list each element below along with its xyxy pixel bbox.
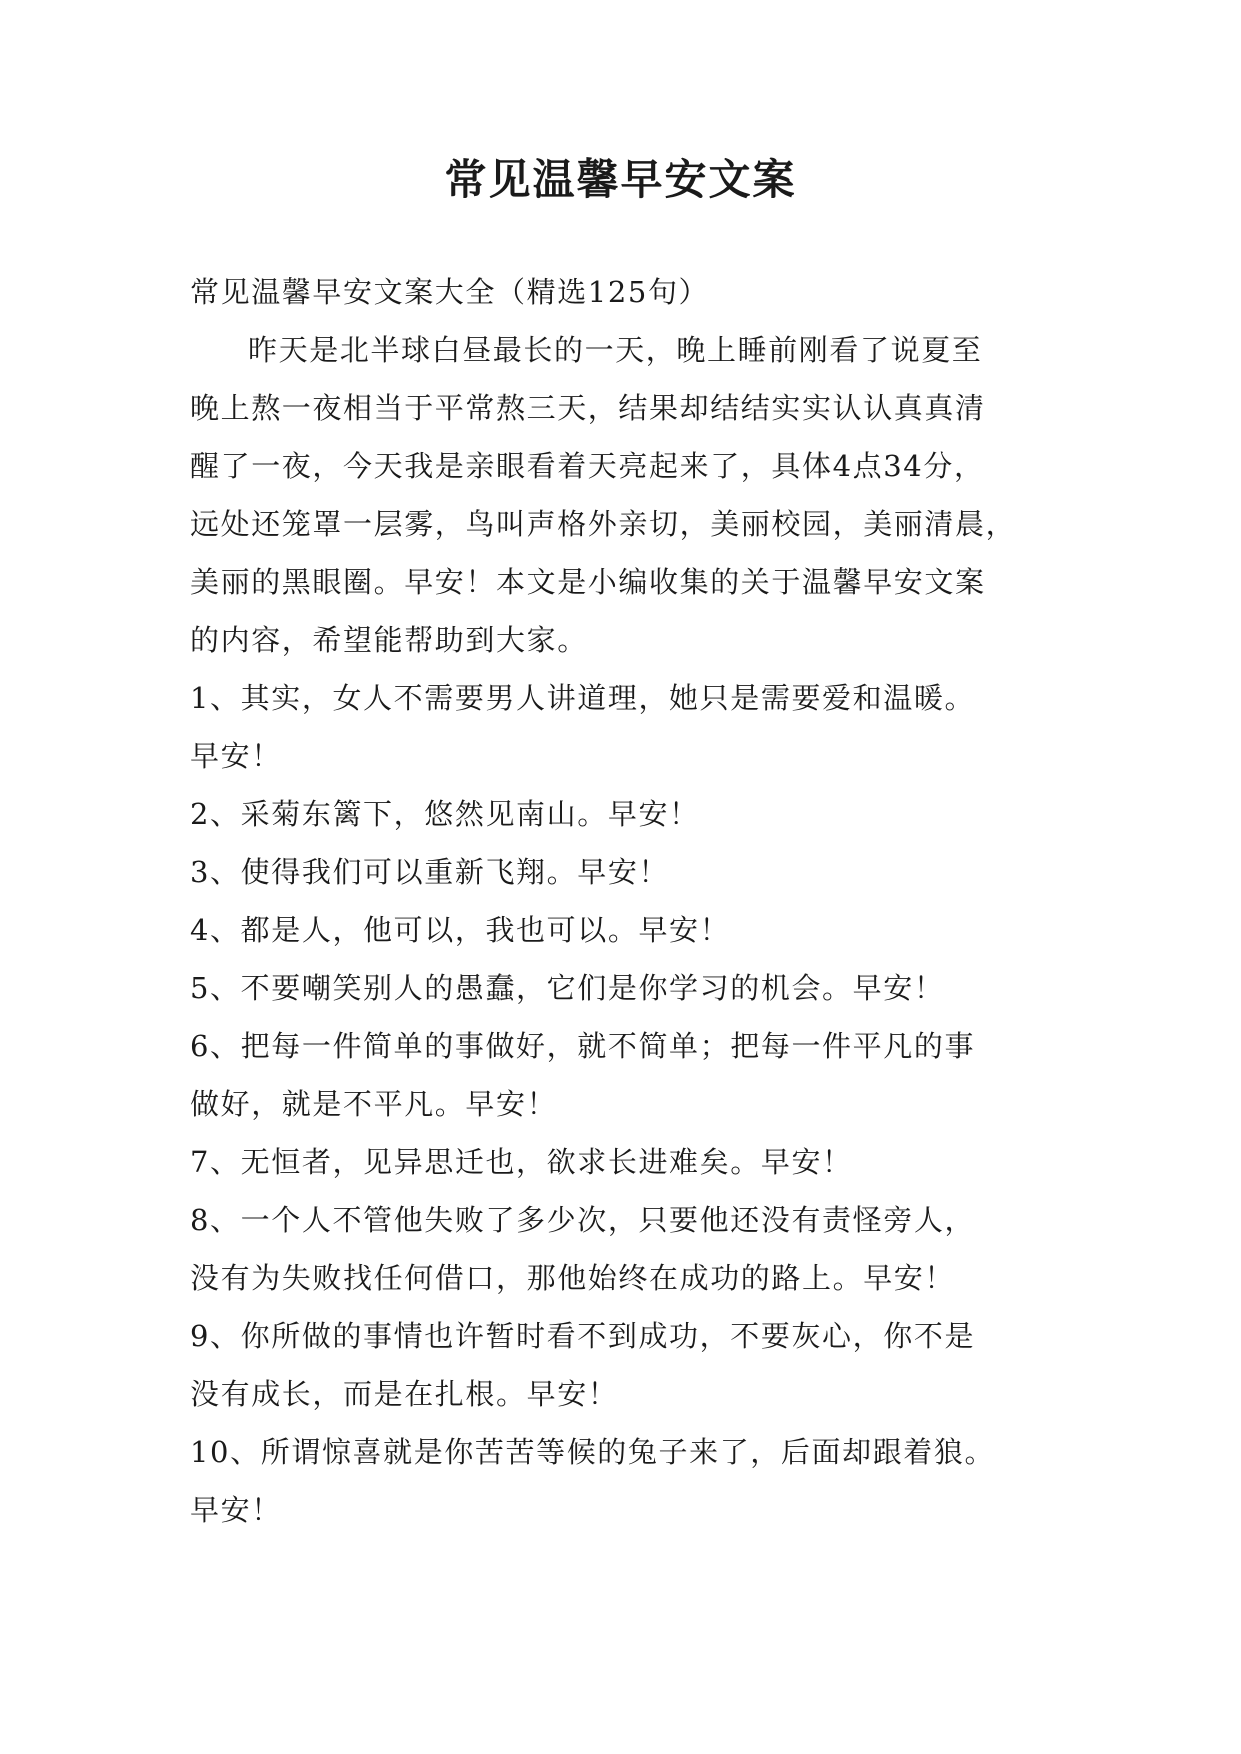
list-item-line: 2、采菊东篱下，悠然见南山。早安！ — [190, 797, 700, 831]
list-item-line: 5、不要嘲笑别人的愚蠢，它们是你学习的机会。早安！ — [190, 971, 945, 1005]
intro-line: 远处还笼罩一层雾，鸟叫声格外亲切，美丽校园，美丽清晨， — [190, 507, 1017, 541]
intro-line: 晚上熬一夜相当于平常熬三天，结果却结结实实认认真真清 — [190, 391, 986, 425]
intro-line: 美丽的黑眼圈。早安！本文是小编收集的关于温馨早安文案 — [190, 565, 986, 599]
list-item-line: 早安！ — [190, 1493, 282, 1527]
document-body — [190, 263, 1090, 1539]
list-item-line: 没有成长，而是在扎根。早安！ — [190, 1377, 619, 1411]
intro-line: 的内容，希望能帮助到大家。 — [190, 623, 588, 657]
list-item-line: 4、都是人，他可以，我也可以。早安！ — [190, 913, 731, 947]
list-item-line: 早安！ — [190, 739, 282, 773]
list-item-line: 6、把每一件简单的事做好，就不简单；把每一件平凡的事 — [190, 1029, 976, 1063]
intro-line: 昨天是北半球白昼最长的一天，晚上睡前刚看了说夏至 — [248, 333, 983, 367]
list-item-line: 8、一个人不管他失败了多少次，只要他还没有责怪旁人， — [190, 1203, 976, 1237]
document-title: 常见温馨早安文案 — [444, 155, 797, 204]
list-item-line: 3、使得我们可以重新飞翔。早安！ — [190, 855, 670, 889]
list-item-line: 做好，就是不平凡。早安！ — [190, 1087, 558, 1121]
intro-line: 醒了一夜，今天我是亲眼看着天亮起来了，具体4点34分， — [190, 449, 985, 483]
list-item-line: 10、所谓惊喜就是你苦苦等候的兔子来了，后面却跟着狼。 — [190, 1435, 996, 1469]
list-item-line: 没有为失败找任何借口，那他始终在成功的路上。早安！ — [190, 1261, 956, 1295]
list-item-line: 9、你所做的事情也许暂时看不到成功，不要灰心，你不是 — [190, 1319, 976, 1353]
list-item-line: 7、无恒者，见异思迁也，欲求长进难矣。早安！ — [190, 1145, 853, 1179]
subtitle-line: 常见温馨早安文案大全（精选125句） — [190, 275, 710, 309]
list-item-line: 1、其实，女人不需要男人讲道理，她只是需要爱和温暖。 — [190, 681, 976, 715]
